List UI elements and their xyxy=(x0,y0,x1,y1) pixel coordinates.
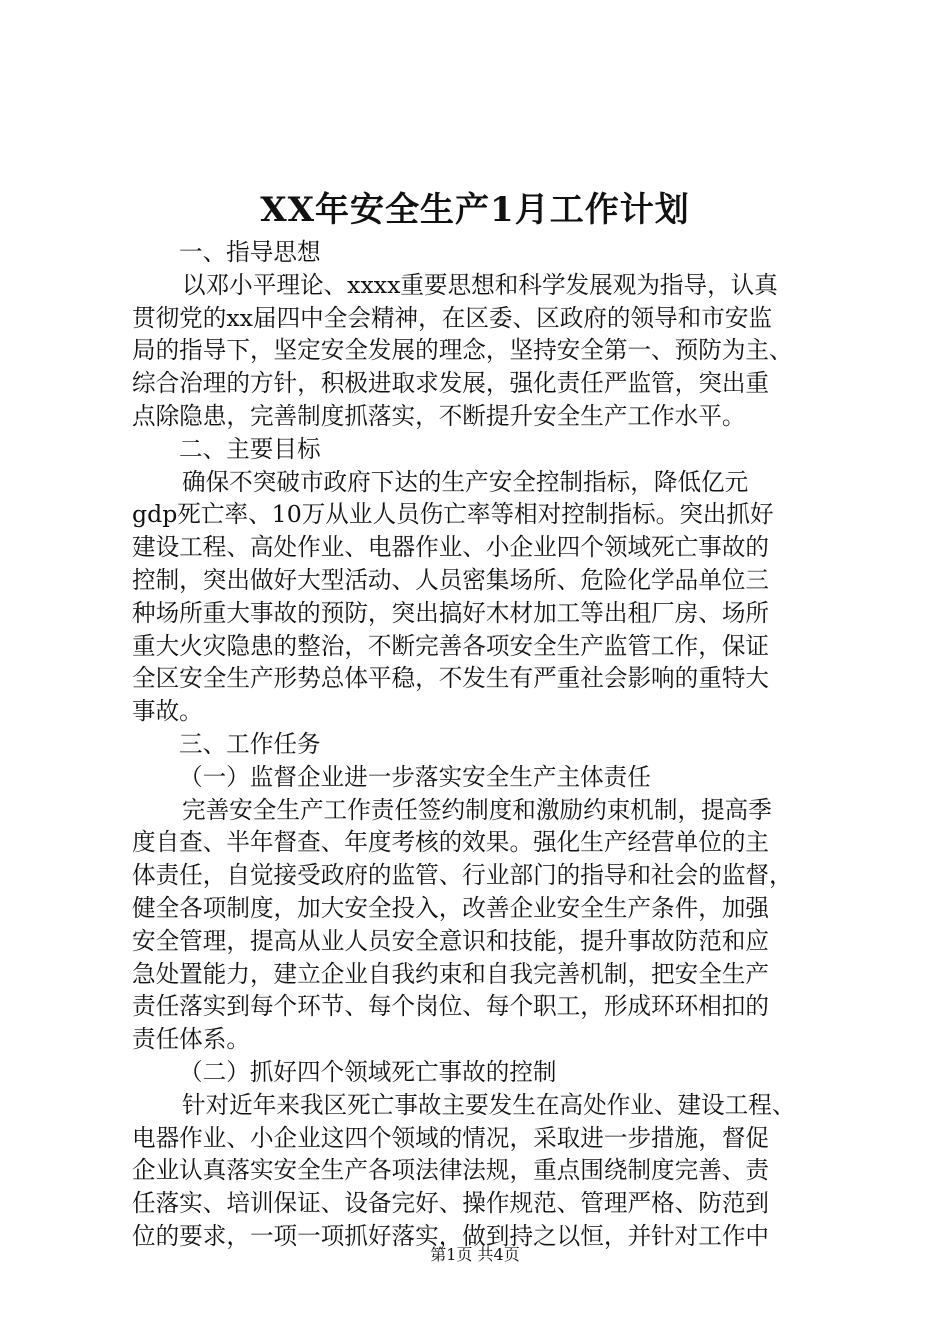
paragraph-line: gdp死亡率、10万从业人员伤亡率等相对控制指标。突出抓好 xyxy=(132,500,774,529)
section-heading: 三、工作任务 xyxy=(179,729,321,758)
paragraph-line: 控制，突出做好大型活动、人员密集场所、危险化学品单位三 xyxy=(132,565,770,594)
paragraph-line: 确保不突破市政府下达的生产安全控制指标，降低亿元 xyxy=(182,467,749,496)
section-heading: 一、指导思想 xyxy=(179,238,321,266)
paragraph-line: 全区安全生产形势总体平稳，不发生有严重社会影响的重特大 xyxy=(132,664,770,693)
paragraph-line: 种场所重大事故的预防，突出搞好木材加工等出租厂房、场所 xyxy=(132,598,770,627)
paragraph-line: 以邓小平理论、xxxx重要思想和科学发展观为指导，认真 xyxy=(182,270,778,299)
paragraph-line: 责任落实到每个环节、每个岗位、每个职工，形成环环相扣的 xyxy=(132,992,770,1021)
paragraph-line: 责任体系。 xyxy=(132,1025,250,1054)
paragraph-line: 位的要求，一项一项抓好落实，做到持之以恒，并针对工作中 xyxy=(132,1221,770,1250)
paragraph-line: 贯彻党的xx届四中全会精神，在区委、区政府的领导和市安监 xyxy=(132,303,773,332)
section-heading: 二、主要目标 xyxy=(179,434,321,463)
paragraph-line: 完善安全生产工作责任签约制度和激励约束机制，提高季 xyxy=(182,795,772,824)
document-title: XX年安全生产1月工作计划 xyxy=(260,190,690,230)
page-footer: 第1页 共4页 xyxy=(430,1245,520,1264)
paragraph-line: 电器作业、小企业这四个领域的情况，采取进一步措施，督促 xyxy=(132,1123,770,1152)
paragraph-line: 急处置能力，建立企业自我约束和自我完善机制，把安全生产 xyxy=(132,959,770,988)
paragraph-line: 点除隐患，完善制度抓落实，不断提升安全生产工作水平。 xyxy=(132,401,746,430)
paragraph-line: 事故。 xyxy=(132,697,203,726)
paragraph-line: 任落实、培训保证、设备完好、操作规范、管理严格、防范到 xyxy=(132,1189,770,1218)
paragraph-line: 重大火灾隐患的整治，不断完善各项安全生产监管工作，保证 xyxy=(132,631,770,660)
subsection-heading: （二）抓好四个领域死亡事故的控制 xyxy=(179,1057,557,1086)
paragraph-line: 局的指导下，坚定安全发展的理念，坚持安全第一、预防为主、 xyxy=(132,336,793,365)
paragraph-line: 体责任，自觉接受政府的监管、行业部门的指导和社会的监督， xyxy=(132,861,793,890)
paragraph-line: 针对近年来我区死亡事故主要发生在高处作业、建设工程、 xyxy=(182,1090,796,1119)
paragraph-line: 度自查、半年督查、年度考核的效果。强化生产经营单位的主 xyxy=(132,828,770,857)
paragraph-line: 安全管理，提高从业人员安全意识和技能，提升事故防范和应 xyxy=(132,926,770,955)
paragraph-line: 建设工程、高处作业、电器作业、小企业四个领域死亡事故的 xyxy=(132,533,770,562)
paragraph-line: 健全各项制度，加大安全投入，改善企业安全生产条件，加强 xyxy=(132,893,770,922)
subsection-heading: （一）监督企业进一步落实安全生产主体责任 xyxy=(179,762,651,791)
paragraph-line: 综合治理的方针，积极进取求发展，强化责任严监管，突出重 xyxy=(132,369,770,398)
document-body xyxy=(132,236,840,1253)
paragraph-line: 企业认真落实安全生产各项法律法规，重点围绕制度完善、责 xyxy=(132,1156,770,1185)
